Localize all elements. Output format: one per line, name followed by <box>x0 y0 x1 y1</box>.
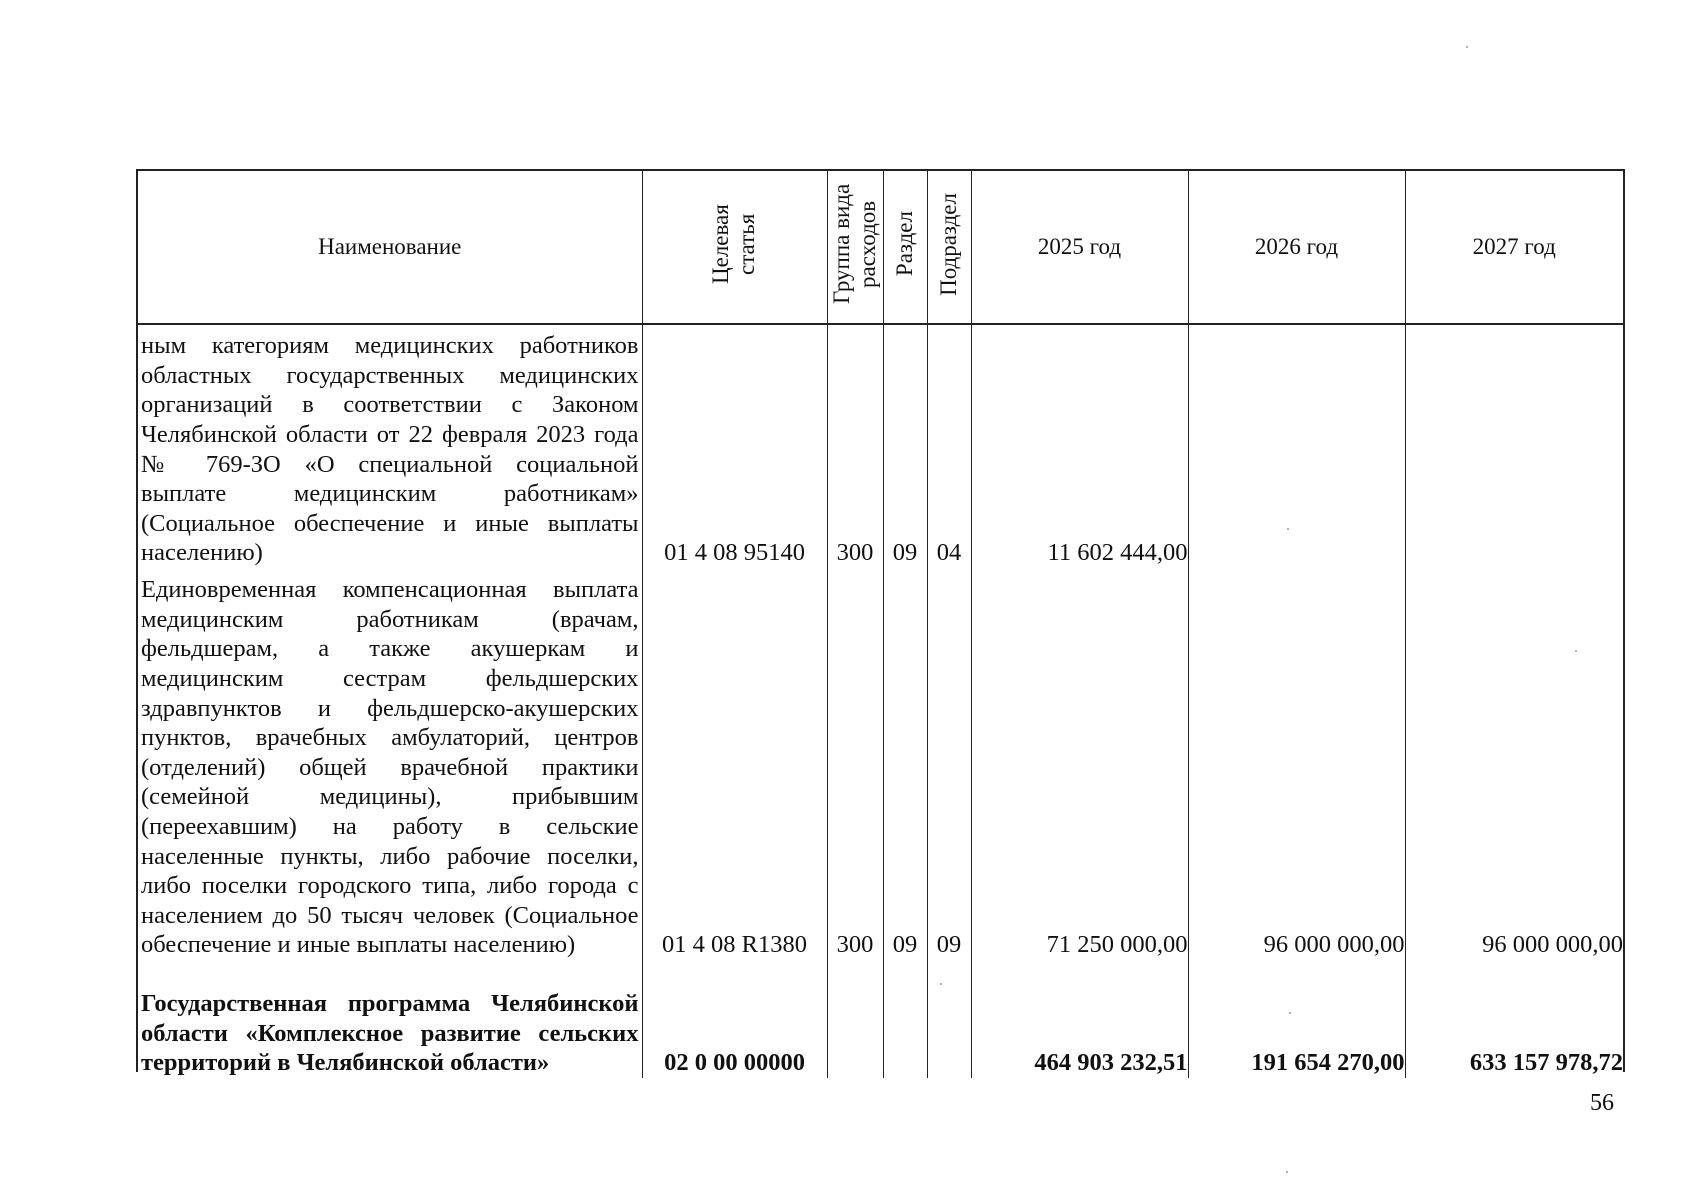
row-subsection: 09 <box>927 568 971 960</box>
scan-speck <box>940 983 942 985</box>
header-subsection <box>927 171 971 324</box>
row-amount-2025: 464 903 232,51 <box>971 960 1188 1078</box>
row-amount-2027: 96 000 000,00 <box>1405 568 1623 960</box>
scan-speck <box>1287 528 1289 530</box>
row-target-article: 01 4 08 R1380 <box>642 568 827 960</box>
row-subsection <box>927 960 971 1078</box>
row-section <box>883 960 927 1078</box>
row-name-cell <box>138 568 642 960</box>
scan-speck <box>1289 1012 1291 1014</box>
row-expense-group <box>827 960 883 1078</box>
row-amount-2025: 71 250 000,00 <box>971 568 1188 960</box>
table-header-row <box>138 171 1623 324</box>
header-section <box>883 171 927 324</box>
row-name: ным категориям медицинских работников областных государственных медицинских организаций в соответствии с Законом Челябинской области от 22 февраля 2023 года № 769-ЗО «О специальной социальной выплате медицинским работникам» (Социальное обеспечение и иные выплаты населению) <box>141 332 639 567</box>
row-name: Государственная программа Челябинской области «Комплексное развитие сельских территорий в Челябинской области» <box>141 990 639 1077</box>
header-target-article <box>642 171 827 324</box>
table-row <box>138 568 1623 960</box>
row-section: 09 <box>883 568 927 960</box>
header-target-article-label: Целевая статья <box>707 204 759 284</box>
row-target-article: 01 4 08 95140 <box>642 324 827 568</box>
row-name-cell <box>138 324 642 568</box>
header-year-2026: 2026 год <box>1188 171 1405 324</box>
header-year-2027: 2027 год <box>1405 171 1623 324</box>
row-name: Единовременная компенсационная выплата медицинским работникам (врачам, фельдшерам, а также акушеркам и медицинским сестрам фельдшерских здравпунктов и фельдшерско-акушерских пунктов, врачебных амбулаторий, центров (отделений) общей врачебной практики (семейной медицины), прибывшим (переехавшим) на работу в сельские населенные пункты, либо рабочие поселки, либо поселки городского типа, либо города с населением до 50 тысяч человек (Социальное обеспечение и иные выплаты населению) <box>141 576 639 959</box>
table-row <box>138 960 1623 1078</box>
table-row <box>138 324 1623 568</box>
row-expense-group: 300 <box>827 568 883 960</box>
row-expense-group: 300 <box>827 324 883 568</box>
row-amount-2026: 191 654 270,00 <box>1188 960 1405 1078</box>
scan-speck <box>1286 1171 1288 1173</box>
header-year-2025: 2025 год <box>971 171 1188 324</box>
budget-table <box>138 171 1623 1078</box>
header-expense-group-label: Группа вида расходов <box>829 183 880 305</box>
row-amount-2027: 633 157 978,72 <box>1405 960 1623 1078</box>
header-section-label: Раздел <box>892 211 917 277</box>
row-amount-2026: 96 000 000,00 <box>1188 568 1405 960</box>
row-section: 09 <box>883 324 927 568</box>
header-name: Наименование <box>138 171 642 324</box>
header-expense-group <box>827 171 883 324</box>
row-target-article: 02 0 00 00000 <box>642 960 827 1078</box>
scan-speck <box>1575 650 1577 652</box>
row-name-cell <box>138 960 642 1078</box>
row-amount-2027 <box>1405 324 1623 568</box>
row-amount-2025: 11 602 444,00 <box>971 324 1188 568</box>
page-number: 56 <box>1590 1090 1614 1116</box>
header-subsection-label: Подраздел <box>936 192 961 296</box>
row-amount-2026 <box>1188 324 1405 568</box>
budget-table-frame <box>136 169 1625 1077</box>
scan-speck <box>1466 46 1468 48</box>
row-subsection: 04 <box>927 324 971 568</box>
